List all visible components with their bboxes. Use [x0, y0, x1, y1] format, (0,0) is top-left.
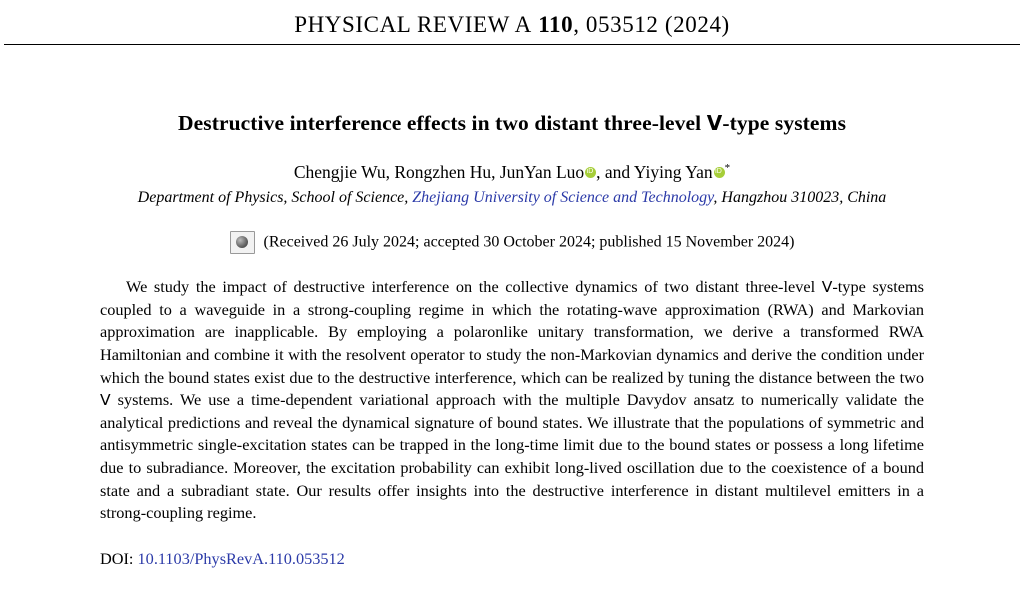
orcid-icon[interactable] [714, 167, 725, 178]
journal-name: PHYSICAL REVIEW A [294, 12, 532, 37]
affiliation [0, 189, 1024, 207]
abstract-sentence-2: -type systems coupled to a waveguide in a strong-coupling regime in which the rotating-wave approximation (RWA) and Markovian approximation are inapplicable. By employing a polaronlike unitary transformation, we derive a transformed RWA Hamiltonian and combine it with the resolvent operator to study the non-Markovian dynamics and derive the condition under which the bound states exist due to the destructive interference, which can be realized by tuning the distance between the two [100, 277, 925, 387]
doi-link[interactable]: 10.1103/PhysRevA.110.053512 [137, 549, 345, 569]
header-divider [4, 44, 1020, 45]
affiliation-text-before: Department of Physics, School of Science, [137, 189, 413, 206]
doi-row [100, 549, 924, 569]
affiliation-text-after: , Hangzhou 310023, China [713, 189, 887, 206]
journal-header [0, 0, 1024, 44]
abstract-v-symbol: V [821, 278, 833, 296]
abstract [100, 276, 924, 525]
affiliation-institution-link[interactable]: Zhejiang University of Science and Technology [412, 189, 714, 206]
abstract-sentence-3: systems. We use a time-dependent variational approach with the multiple Davydov ansatz to numerically validate the analytical predictions and reveal the dynamical signature of bound states. We illustrate that the populations of symmetric and antisymmetric single-excitation states can be trapped in the long-time limit due to the bound states or possess a long lifetime due to subradiance. Moreover, the excitation probability can exhibit long-lived oscillation due to the coexistence of a bound state and a subradiant state. Our results offer insights into the destructive interference in distant multilevel emitters in a strong-coupling regime. [100, 390, 924, 523]
authors-primary: Chengjie Wu, Rongzhen Hu, JunYan Luo [293, 162, 585, 182]
publication-dates: (Received 26 July 2024; accepted 30 October 2024; published 15 November 2024) [263, 233, 795, 251]
abstract-v-symbol: V [100, 391, 111, 410]
publication-dates-row [0, 231, 1024, 254]
authors-secondary: , and Yiying Yan [596, 162, 713, 182]
journal-volume: 110 [538, 12, 574, 37]
orcid-icon[interactable] [585, 167, 596, 178]
doi-label: DOI: [100, 549, 138, 569]
page-title [0, 111, 1024, 136]
author-list [0, 162, 1024, 183]
author-footnote-marker[interactable]: * [724, 162, 731, 175]
title-v-symbol: V [706, 111, 723, 135]
crossmark-icon[interactable] [230, 231, 255, 254]
journal-article-year: , 053512 (2024) [573, 12, 730, 37]
abstract-sentence-1: We study the impact of destructive interference on the collective dynamics of two distant three-level [126, 277, 822, 296]
title-text-before: Destructive interference effects in two distant three-level [177, 111, 707, 135]
title-text-after: -type systems [722, 111, 847, 135]
